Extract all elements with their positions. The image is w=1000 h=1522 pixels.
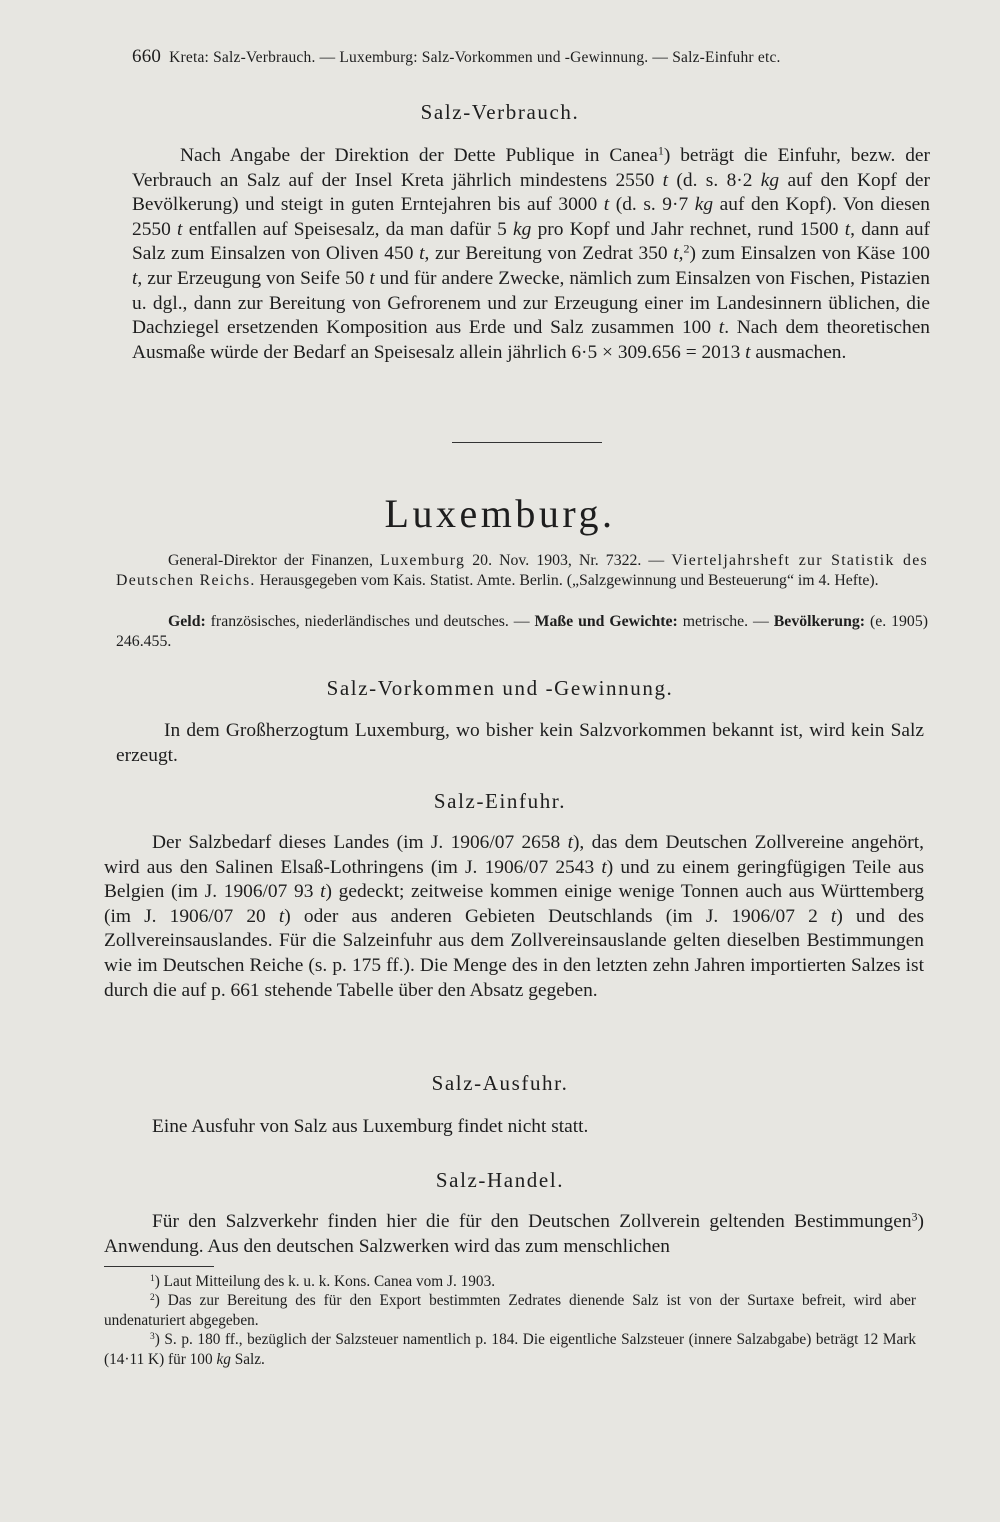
footnotes bbox=[104, 1272, 916, 1369]
running-head-text: Kreta: Salz-Verbrauch. — Luxemburg: Salz-Vorkommen und -Gewinnung. — Salz-Einfuhr etc. bbox=[169, 49, 781, 66]
footnote-rule bbox=[104, 1266, 214, 1267]
section-divider bbox=[452, 442, 602, 443]
einfuhr-paragraph: Der Salzbedarf dieses Landes (im J. 1906/07 2658 t), das dem Deutschen Zollvereine angehört, wird aus den Salinen Elsaß-Lothringens (im J. 1906/07 2543 t) und zu einem geringfügigen Teile aus Belgien (im J. 1906/07 93 t) gedeckt; zeitweise kommen einige wenige Tonnen auch aus Württemberg (im J. 1906/07 20 t) oder aus anderen Gebieten Deutschlands (im J. 1906/07 2 t) und des Zollvereinsauslandes. Für die Salzeinfuhr aus dem Zollvereinsauslande gelten dieselben Bestimmungen wie im Deutschen Reiche (s. p. 175 ff.). Die Menge des in den letzten zehn Jahren importierten Salzes ist durch die auf p. 661 stehende Tabelle über den Absatz gegeben. bbox=[104, 832, 925, 1001]
running-head bbox=[132, 46, 922, 68]
page-number: 660 bbox=[132, 46, 162, 67]
source-citation: General-Direktor der Finanzen, Luxemburg 20. Nov. 1903, Nr. 7322. — Vierteljahrsheft zur Statistik des Deutschen Reichs. Herausgegeben vom Kais. Statist. Amte. Berlin. („Salzgewinnung und Besteuerung“ im 4. Hefte). bbox=[116, 552, 928, 589]
kreta-paragraph: Nach Angabe der Direktion der Dette Publique in Canea$^1$) beträgt die Einfuhr, bezw. der Verbrauch an Salz auf der Insel Kreta jährlich mindestens 2550 t (d. s. 8·2 kg auf den Kopf der Bevölkerung) und steigt in guten Erntejahren bis auf 3000 t (d. s. 9·7 kg auf den Kopf). Von diesen 2550 t entfallen auf Speisesalz, da man dafür 5 kg pro Kopf und Jahr rechnet, rund 1500 t, dann auf Salz zum Einsalzen von Oliven 450 t, zur Bereitung von Zedrat 350 t,$^2$) zum Einsalzen von Käse 100 t, zur Erzeugung von Seife 50 t und für andere Zwecke, nämlich zum Einsalzen von Fischen, Pistazien u. dgl., dann zur Bereitung von Gefrorenem und zur Erzeugung einer im Landesinnern üblichen, die Dachziegel ersetzenden Komposition aus Erde und Salz zusammen 100 t. Nach dem theoretischen Ausmaße würde der Bedarf an Speisesalz allein jährlich 6·5 × 309.656 = 2013 t ausmachen. bbox=[132, 143, 930, 363]
heading-salz-handel: Salz-Handel. bbox=[435, 1168, 565, 1192]
heading-salz-vorkommen: Salz-Vorkommen und -Gewinnung. bbox=[326, 676, 674, 700]
heading-salz-einfuhr: Salz-Einfuhr. bbox=[433, 789, 567, 813]
footnote-1: $^1$) Laut Mitteilung des k. u. k. Kons. Canea vom J. 1903. bbox=[150, 1273, 496, 1290]
country-title: Luxemburg. bbox=[384, 491, 616, 536]
heading-salz-verbrauch: Salz-Verbrauch. bbox=[420, 100, 580, 124]
footnote-3: $^3$) S. p. 180 ff., bezüglich der Salzsteuer namentlich p. 184. Die eigentliche Salzsteuer (innere Salzabgabe) beträgt 12 Mark (14·11 K) für 100 kg Salz. bbox=[104, 1331, 916, 1368]
handel-paragraph: Für den Salzverkehr finden hier die für den Deutschen Zollverein geltenden Bestimmungen$^3$) Anwendung. Aus den deutschen Salzwerken wird das zum menschlichen bbox=[104, 1209, 924, 1257]
footnote-2: $^2$) Das zur Bereitung des für den Export bestimmten Zedrates dienende Salz ist von der Surtaxe befreit, wird aber undenaturiert abgegeben. bbox=[104, 1292, 916, 1329]
ausfuhr-paragraph: Eine Ausfuhr von Salz aus Luxemburg findet nicht statt. bbox=[152, 1116, 589, 1137]
heading-salz-ausfuhr: Salz-Ausfuhr. bbox=[431, 1071, 569, 1095]
vorkommen-paragraph: In dem Großherzogtum Luxemburg, wo bisher kein Salzvorkommen bekannt ist, wird kein Salz erzeugt. bbox=[116, 720, 924, 766]
country-facts: Geld: französisches, niederländisches und deutsches. — Maße und Gewichte: metrische. — Bevölkerung: (e. 1905) 246.455. bbox=[116, 613, 928, 650]
